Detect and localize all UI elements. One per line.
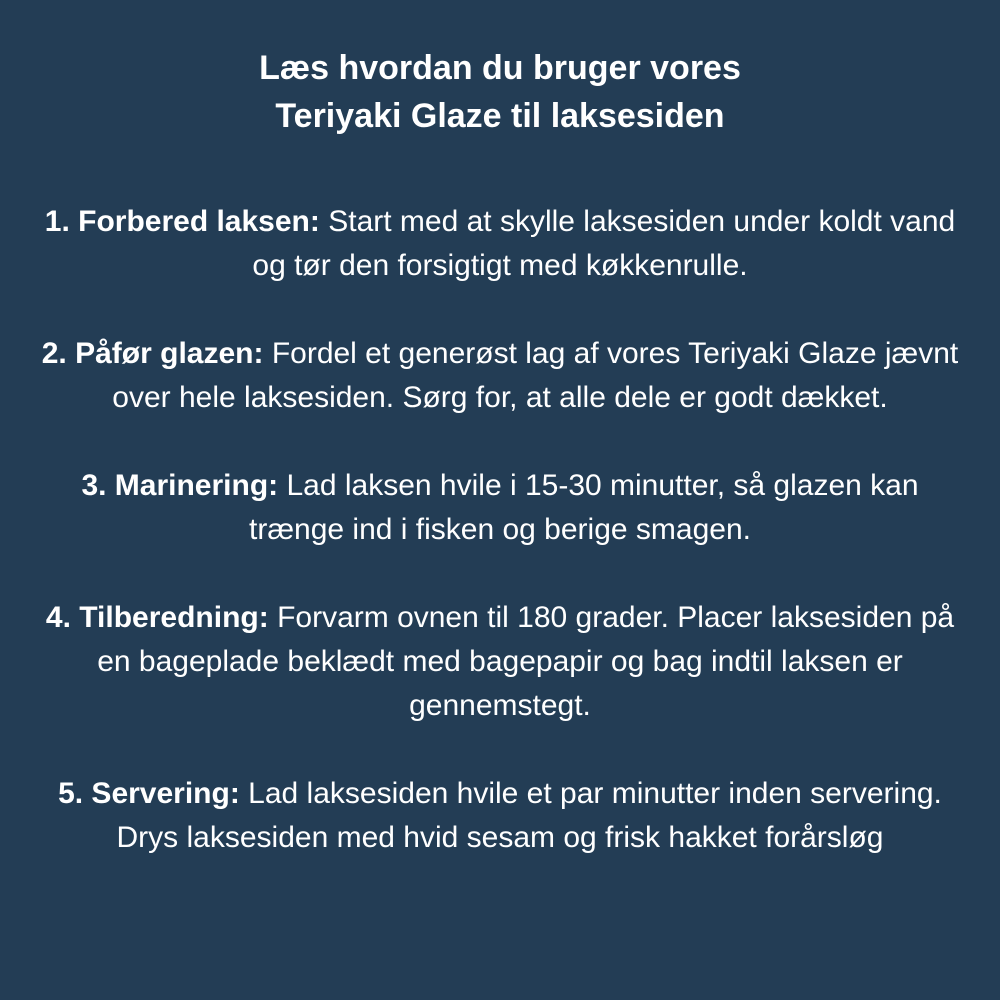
step-marinate <box>40 464 960 552</box>
page-title <box>0 44 1000 140</box>
step-text: Lad laksen hvile i 15-30 minutter, så glazen kan trænge ind i fisken og berige smagen. <box>249 469 919 546</box>
step-text: Start med at skylle laksesiden under koldt vand og tør den forsigtigt med køkkenrulle. <box>252 205 956 282</box>
step-text: Fordel et generøst lag af vores Teriyaki Glaze jævnt over hele laksesiden. Sørg for, at alle dele er godt dækket. <box>112 337 959 414</box>
step-apply-glaze <box>40 332 960 420</box>
step-heading: 5. Servering: <box>58 777 240 810</box>
title-line-1: Læs hvordan du bruger vores <box>259 49 741 87</box>
title-line-2: Teriyaki Glaze til laksesiden <box>275 97 725 135</box>
step-prepare-salmon <box>40 200 960 288</box>
step-serving <box>40 772 960 860</box>
steps-list <box>40 200 960 904</box>
step-heading: 3. Marinering: <box>81 469 279 502</box>
step-heading: 1. Forbered laksen: <box>44 205 320 238</box>
step-cooking <box>40 596 960 728</box>
step-heading: 4. Tilberedning: <box>45 601 269 634</box>
step-text: Lad laksesiden hvile et par minutter inden servering. Drys laksesiden med hvid sesam og frisk hakket forårsløg <box>116 777 942 854</box>
step-text: Forvarm ovnen til 180 grader. Placer laksesiden på en bageplade beklædt med bagepapir og bag indtil laksen er gennemstegt. <box>97 601 955 722</box>
step-heading: 2. Påfør glazen: <box>41 337 264 370</box>
